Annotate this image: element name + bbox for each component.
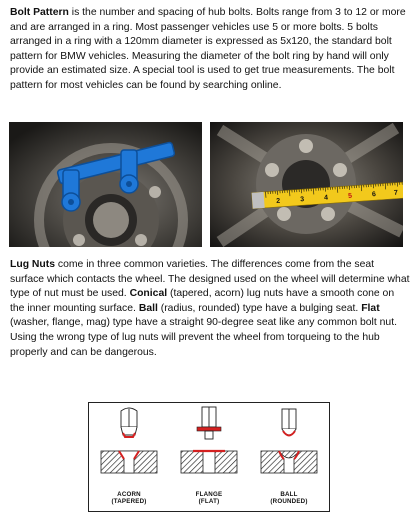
lug-nuts-term: Lug Nuts xyxy=(10,259,56,270)
acorn-label-line2: (TAPERED) xyxy=(111,498,147,505)
flange-nut-icon xyxy=(197,407,221,439)
acorn-nut-icon xyxy=(121,408,137,437)
flange-label-line1: FLANGE xyxy=(195,491,223,498)
tape-measure-photo xyxy=(210,122,403,247)
tape-number: 5 xyxy=(347,192,353,201)
tape-number: 3 xyxy=(299,196,305,204)
acorn-seat-section xyxy=(101,451,157,473)
lug-nuts-paragraph xyxy=(10,258,410,360)
flat-text: (washer, flange, mag) type have a straight 90-degree seat like any common bolt nut. Using the wrong type of lug nuts will prevent the wheel from torqueing to the hub properly and can be dangerous. xyxy=(10,317,397,358)
flange-seat-section xyxy=(181,451,237,473)
ball-text: (radius, rounded) type have a bulging seat. xyxy=(157,302,362,314)
conical-text: (tapered, acorn) lug nuts have a smooth cone on the inner mounting surface. xyxy=(10,288,395,314)
lug-nuts-intro: come in three common varieties. The differences come from the seat surface which contacts the wheel. The designed used on the wheel will determine what type of nut must be used. xyxy=(10,259,410,300)
lug-nut-types-diagram xyxy=(88,402,330,512)
tape-number: 4 xyxy=(323,194,329,202)
conical-term: Conical xyxy=(129,288,168,300)
acorn-label-line1: ACORN xyxy=(117,491,141,498)
ball-label-line1: BALL xyxy=(280,491,298,498)
ball-nut-icon xyxy=(282,409,296,436)
acorn-label xyxy=(94,491,164,505)
bolt-pattern-text: is the number and spacing of hub bolts. Bolts range from 3 to 12 or more and are arranged in a ring. Most passenger vehicles use 5 or more bolts. 5 bolts arranged in a ring with a 120mm diameter is expressed as 5x120, the standard bolt pattern for BMW vehicles. Measuring the diameter of the bolt ring by hand will only provide an estimated size. A special tool is used to get true measurements. The bolt pattern for most vehicles can be found by searching online. xyxy=(10,7,406,91)
bolt-gauge-photo xyxy=(9,122,202,247)
ball-term: Ball xyxy=(138,302,158,314)
tape-number: 2 xyxy=(276,197,281,206)
flange-label xyxy=(174,491,244,505)
tape-number: 6 xyxy=(371,191,377,199)
flat-term: Flat xyxy=(361,302,380,314)
ball-label xyxy=(254,491,324,505)
ball-seat-section xyxy=(261,451,317,473)
bolt-pattern-term: Bolt Pattern xyxy=(10,7,69,18)
bolt-pattern-paragraph xyxy=(10,6,410,94)
tape-number: 7 xyxy=(393,189,399,197)
flange-label-line2: (FLAT) xyxy=(198,498,220,505)
ball-label-line2: (ROUNDED) xyxy=(270,498,308,505)
